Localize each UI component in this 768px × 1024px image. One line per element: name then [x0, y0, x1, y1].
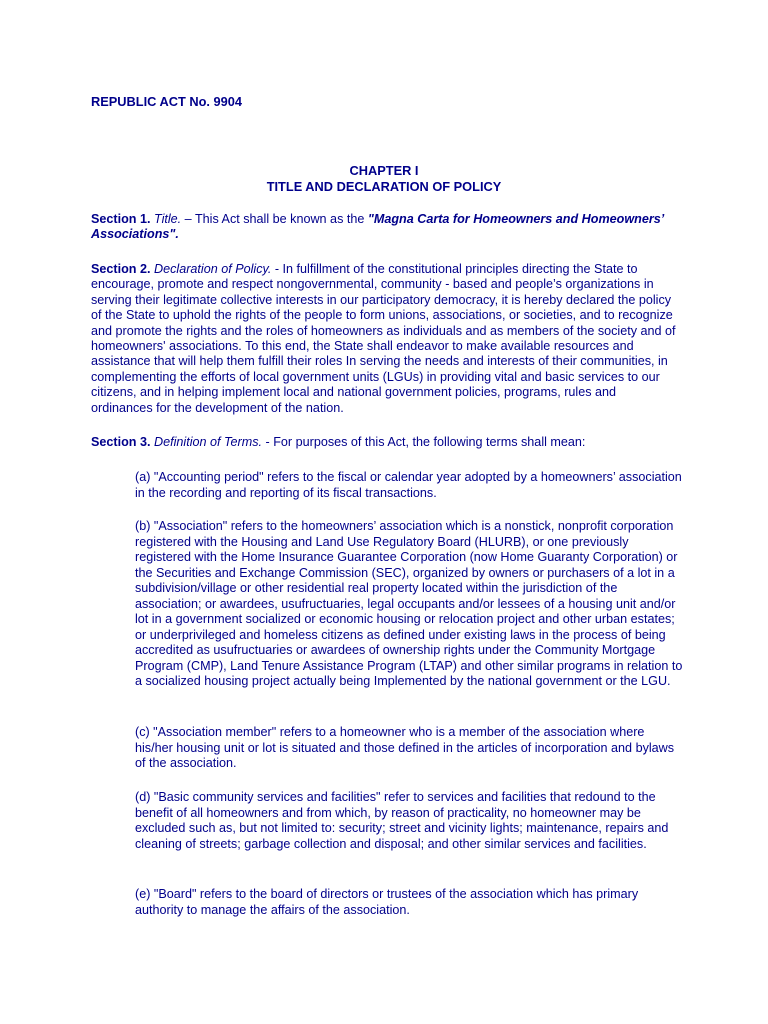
- section-3-text: - For purposes of this Act, the following terms shall mean:: [262, 435, 586, 449]
- section-2-text: - In fulfillment of the constitutional principles directing the State to encourage, promote and respect nongovernmental, community - based and people’s organizations in serving their legitimate collective interests in our participatory democracy, it is hereby declared the policy of the State to uphold the rights of the people to form unions, associations, or societies, and to recognize and promote the rights and the roles of homeowners as individuals and as members of the society and of homeowners' associations. To this end, the State shall endeavor to make available resources and assistance that will help them fulfill their roles In serving the needs and interests of their communities, in complementing the efforts of local government units (LGUs) in providing vital and basic services to our citizens, and in helping implement local and national government policies, programs, rules and ordinances for the development of the nation.: [91, 262, 676, 415]
- section-2-label: Section 2.: [91, 262, 151, 276]
- definition-item-c: (c) "Association member" refers to a homeowner who is a member of the association where his/her housing unit or lot is situated and those defined in the articles of incorporation and bylaws of the association.: [135, 725, 675, 770]
- act-title: REPUBLIC ACT No. 9904: [91, 94, 242, 109]
- section-3-label: Section 3.: [91, 435, 151, 449]
- section-3: [91, 435, 681, 450]
- section-1: [91, 212, 681, 243]
- section-2-heading: Declaration of Policy.: [154, 262, 272, 276]
- section-1-label: Section 1.: [91, 212, 151, 226]
- section-1-text: – This Act shall be known as the: [181, 212, 368, 226]
- section-2: [91, 262, 681, 416]
- section-3-heading: Definition of Terms.: [154, 435, 263, 449]
- section-1-act-name: "Magna Carta for Homeowners and Homeowners’ Associations".: [91, 212, 664, 242]
- chapter-title: TITLE AND DECLARATION OF POLICY: [266, 178, 502, 194]
- chapter-heading: [0, 163, 768, 194]
- chapter-number: CHAPTER I: [349, 163, 419, 178]
- section-1-heading: Title.: [154, 212, 182, 226]
- definition-item-d: (d) "Basic community services and facilities" refer to services and facilities that redound to the benefit of all homeowners and from which, by reason of practicality, no homeowner may be excluded such as, but not limited to: security; street and vicinity lights; maintenance, repairs and cleaning of streets; garbage collection and disposal; and other similar services and facilities.: [135, 790, 669, 851]
- definition-item-e: (e) "Board" refers to the board of directors or trustees of the association which has primary authority to manage the affairs of the association.: [135, 887, 639, 917]
- definition-item-b: (b) "Association" refers to the homeowners’ association which is a nonstick, nonprofit corporation registered with the Housing and Land Use Regulatory Board (HLURB), or one previously registered with the Home Insurance Guarantee Corporation (now Home Guaranty Corporation) or the Securities and Exchange Commission (SEC), organized by owners or purchasers of a lot in a subdivision/village or other residential real property located within the jurisdiction of the association; or awardees, usufructuaries, legal occupants and/or lessees of a housing unit and/or lot in a government socialized or economic housing or relocation project and other urban estates; or underprivileged and homeless citizens as defined under existing laws in the process of being accredited as usufructuaries or awardees of ownership rights under the Community Mortgage Program (CMP), Land Tenure Assistance Program (LTAP) and other similar programs in relation to a socialized housing project actually being Implemented by the national government or the LGU.: [135, 519, 683, 688]
- definition-item-a: (a) "Accounting period" refers to the fiscal or calendar year adopted by a homeowners’ association in the recording and reporting of its fiscal transactions.: [135, 470, 682, 500]
